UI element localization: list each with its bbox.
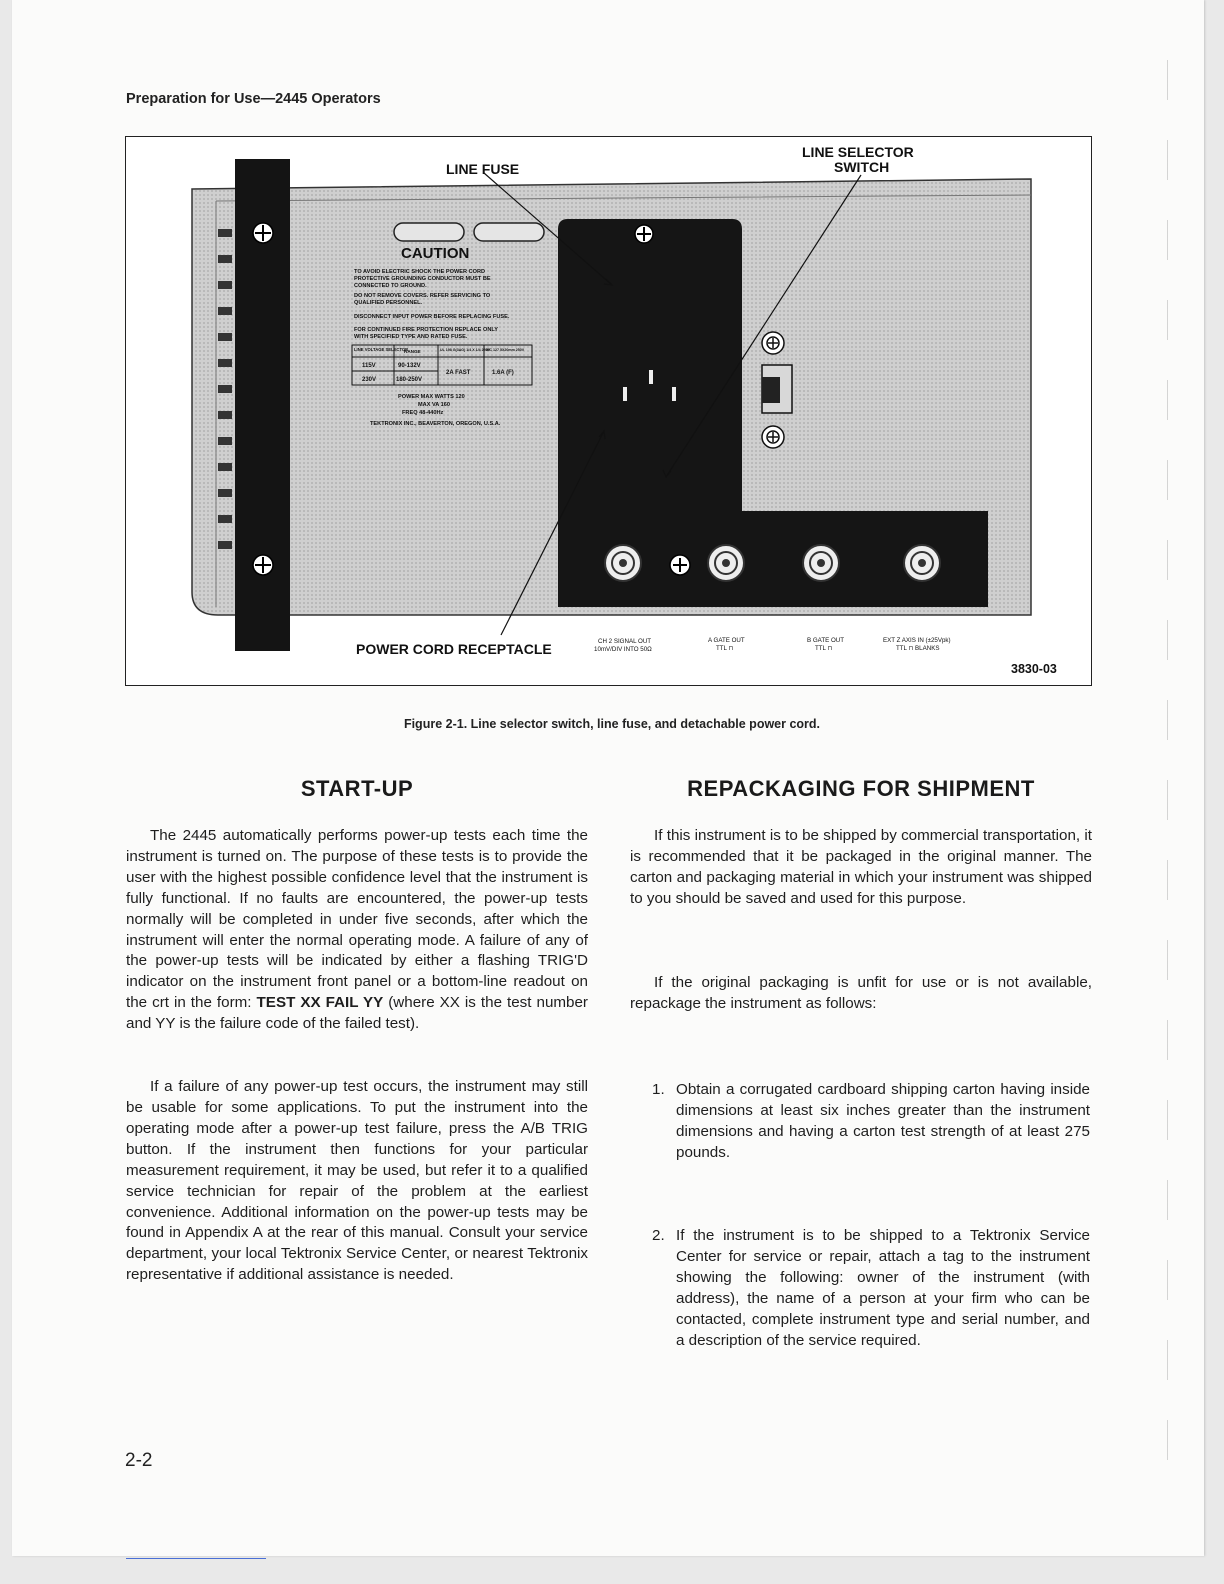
bnc-connector-icon [904,545,940,581]
repackaging-column [630,826,1092,1014]
table-cell: 180-250V [396,377,423,383]
caution-line: CONNECTED TO GROUND. [354,283,427,289]
rating-line: POWER MAX WATTS 120 [398,394,465,400]
screw-icon [635,225,653,243]
page-number: 2-2 [125,1450,153,1471]
caution-title: CAUTION [401,245,470,262]
screw-icon [253,555,273,575]
startup-heading: START-UP [300,776,414,801]
connector-label: 10mV/DIV INTO 50Ω [594,646,652,653]
connector-label: A GATE OUT [708,637,745,644]
callout-switch: SWITCH [834,159,890,175]
list-number: 2. [652,1227,665,1244]
list-number: 1. [652,1081,665,1098]
caution-line: DO NOT REMOVE COVERS. REFER SERVICING TO [354,293,491,299]
rating-line: MAX VA 160 [418,402,451,408]
maker-line: TEKTRONIX INC., BEAVERTON, OREGON, U.S.A. [370,421,501,427]
table-cell: 2A FAST [446,370,471,376]
table-head: RANGE [404,349,421,354]
scan-edge-marks [1167,60,1168,1500]
repackaging-paragraph-2: If the original packaging is unfit for use or is not available, repackage the instrument as follows: [630,973,1092,1012]
list-text: If the instrument is to be shipped to a Tektronix Service Center for service or repair, attach a tag to the instrument showing the following: owner of the instrument (with address), the name of a person at your firm who can be contacted, complete instrument type and serial number, and a description of the service required. [676,1227,1090,1349]
caution-line: FOR CONTINUED FIRE PROTECTION REPLACE ONLY [354,327,498,333]
connector-label: TTL ⊓ [716,645,734,652]
fuse-holder-icon [474,223,544,241]
caution-line: QUALIFIED PERSONNEL. [354,300,423,306]
connector-label: TTL ⊓ [815,645,833,652]
startup-paragraph-1: The 2445 automatically performs power-up tests each time the instrument is turned on. The purpose of these tests is to provide the user with the highest possible confidence level that the instrument is fully functional. If no faults are encountered, the power-up tests normally will be completed in under five seconds, after which the instrument will enter the normal operating mode. A failure of any of the power-up tests will be indicated by either a flashing TRIG'D indicator on the instrument front panel or a bottom-line readout on the crt in the form: TEST XX FAIL YY (where XX is the test number and YY is the failure code of the failed test). [126,827,588,1033]
table-cell: 115V [362,363,376,369]
figure-2-1 [125,136,1092,686]
repackaging-paragraph-1: If this instrument is to be shipped by commercial transportation, it is recommended that it be packaged in the original manner. The carton and packaging material in which your instrument was shipped to you should be saved and used for this purpose. [630,827,1092,907]
list-item [652,1080,1090,1164]
rear-panel-illustration [126,137,1091,685]
callout-line-selector: LINE SELECTOR [802,144,914,160]
figure-number: 3830-03 [1011,662,1057,676]
footer-rule [126,1558,266,1559]
table-head: LINE VOLTAGE SELECTOR [354,347,409,352]
repackaging-heading: REPACKAGING FOR SHIPMENT [687,776,1035,801]
table-head: UL 198 G(3AG) 1/4 X 1/4 250V [440,348,491,352]
bnc-connector-icon [605,545,641,581]
callout-power-cord: POWER CORD RECEPTACLE [356,641,552,657]
rating-line: FREQ 48-440Hz [402,410,444,416]
bnc-connector-icon [708,545,744,581]
table-head: IEC 127 5X20mm 250V [486,348,525,352]
connector-label: TTL ⊓ BLANKS [896,645,940,652]
list-text: Obtain a corrugated cardboard shipping carton having inside dimensions at least six inches greater than the instrument dimensions and having a carton test strength of at least 275 pounds. [676,1081,1090,1161]
callout-line-fuse: LINE FUSE [446,161,520,177]
startup-paragraph-2: If a failure of any power-up test occurs, the instrument may still be usable for some applications. To put the instrument into the operating mode after a power-up test failure, press the A/B TRIG button. If the instrument then functions for your particular measurement requirement, it may be used, but refer it to a qualified service technician for repair of the problem at the earliest convenience. Additional information on the power-up tests may be found in Appendix A at the rear of this manual. Consult your service department, your local Tektronix Service Center, or nearest Tektronix representative if additional assistance is needed. [126,1078,588,1284]
screw-icon [670,555,690,575]
connector-label: CH 2 SIGNAL OUT [598,638,652,645]
startup-column [126,826,588,1286]
caution-line: PROTECTIVE GROUNDING CONDUCTOR MUST BE [354,276,491,282]
fuse-holder-icon [394,223,464,241]
caution-line: DISCONNECT INPUT POWER BEFORE REPLACING FUSE. [354,314,510,320]
list-item [652,1226,1090,1351]
connector-label: B GATE OUT [807,637,845,644]
running-head: Preparation for Use—2445 Operators [126,91,381,107]
table-cell: 90-132V [398,363,421,369]
table-cell: 230V [362,377,377,383]
screw-icon [253,223,273,243]
figure-caption: Figure 2-1. Line selector switch, line fuse, and detachable power cord. [403,717,821,731]
bnc-connector-icon [803,545,839,581]
caution-line: TO AVOID ELECTRIC SHOCK THE POWER CORD [354,269,486,275]
connector-label: EXT Z AXIS IN (±25Vpk) [883,637,951,644]
caution-line: WITH SPECIFIED TYPE AND RATED FUSE. [354,334,468,340]
table-cell: 1.6A (F) [492,370,514,376]
